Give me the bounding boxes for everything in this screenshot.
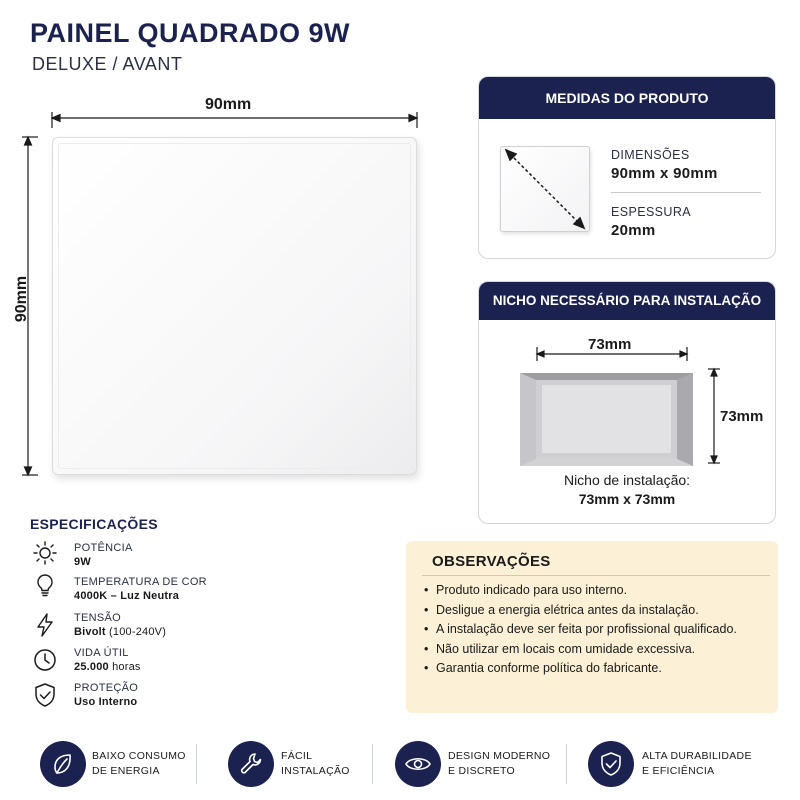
observations-title: OBSERVAÇÕES xyxy=(432,553,551,570)
product-width-label: 90mm xyxy=(205,96,252,113)
thickness-label: ESPESSURA xyxy=(611,205,692,219)
product-image xyxy=(52,137,417,475)
observation-item: • A instalação deve ser feita por profissional qualificado. xyxy=(424,620,774,640)
specs-title: ESPECIFICAÇÕES xyxy=(30,516,158,532)
observations-divider xyxy=(422,575,770,576)
footer-divider xyxy=(566,744,567,784)
spec-value-power: 9W xyxy=(74,556,91,568)
lightning-icon xyxy=(32,612,58,638)
shield-icon xyxy=(32,682,58,708)
dimensions-value: 90mm x 90mm xyxy=(611,165,718,182)
wrench-icon xyxy=(228,741,274,787)
observation-item: • Não utilizar em locais com umidade excessiva. xyxy=(424,640,774,660)
spec-value-lifespan: 25.000 horas xyxy=(74,661,141,673)
spec-label-color-temp: TEMPERATURA DE COR xyxy=(74,576,207,588)
niche-height-label: 73mm xyxy=(720,408,764,425)
footer-label-installation: FÁCIL INSTALAÇÃO xyxy=(281,750,350,777)
page-title: PAINEL QUADRADO 9W xyxy=(30,18,351,48)
product-height-label: 90mm xyxy=(13,275,30,323)
bulb-icon xyxy=(32,572,58,598)
measures-divider xyxy=(611,192,761,193)
footer-label-energy: BAIXO CONSUMO DE ENERGIA xyxy=(92,750,186,777)
spec-label-lifespan: VIDA ÚTIL xyxy=(74,647,129,659)
niche-width-label: 73mm xyxy=(588,336,632,353)
dimensions-label: DIMENSÕES xyxy=(611,148,690,162)
page-subtitle: DELUXE / AVANT xyxy=(32,54,183,74)
footer-label-durability: ALTA DURABILIDADE E EFICIÊNCIA xyxy=(642,750,752,777)
diagonal-arrow-icon xyxy=(500,146,592,236)
footer-divider xyxy=(196,744,197,784)
leaf-icon xyxy=(40,741,86,787)
spec-value-voltage: Bivolt (100-240V) xyxy=(74,626,167,638)
spec-label-protection: PROTEÇÃO xyxy=(74,682,139,694)
niche-caption: Nicho de instalação: xyxy=(563,472,691,488)
observation-item: • Garantia conforme política do fabricante. xyxy=(424,659,774,679)
observations-list xyxy=(424,581,774,679)
niche-card-title: NICHO NECESSÁRIO PARA INSTALAÇÃO xyxy=(479,282,775,320)
spec-value-protection: Uso Interno xyxy=(74,696,138,708)
sun-icon xyxy=(32,540,58,566)
eye-icon xyxy=(395,741,441,787)
spec-label-power: POTÊNCIA xyxy=(74,542,133,554)
niche-caption-size: 73mm x 73mm xyxy=(578,491,676,507)
footer-label-design: DESIGN MODERNO E DISCRETO xyxy=(448,750,551,777)
thickness-value: 20mm xyxy=(611,222,656,239)
observation-item: • Desligue a energia elétrica antes da instalação. xyxy=(424,601,774,621)
spec-value-color-temp: 4000K – Luz Neutra xyxy=(74,590,180,602)
measures-card-title: MEDIDAS DO PRODUTO xyxy=(479,77,775,119)
shield-check-icon xyxy=(588,741,634,787)
observation-item: • Produto indicado para uso interno. xyxy=(424,581,774,601)
footer-divider xyxy=(372,744,373,784)
clock-icon xyxy=(32,647,58,673)
spec-label-voltage: TENSÃO xyxy=(74,612,122,624)
